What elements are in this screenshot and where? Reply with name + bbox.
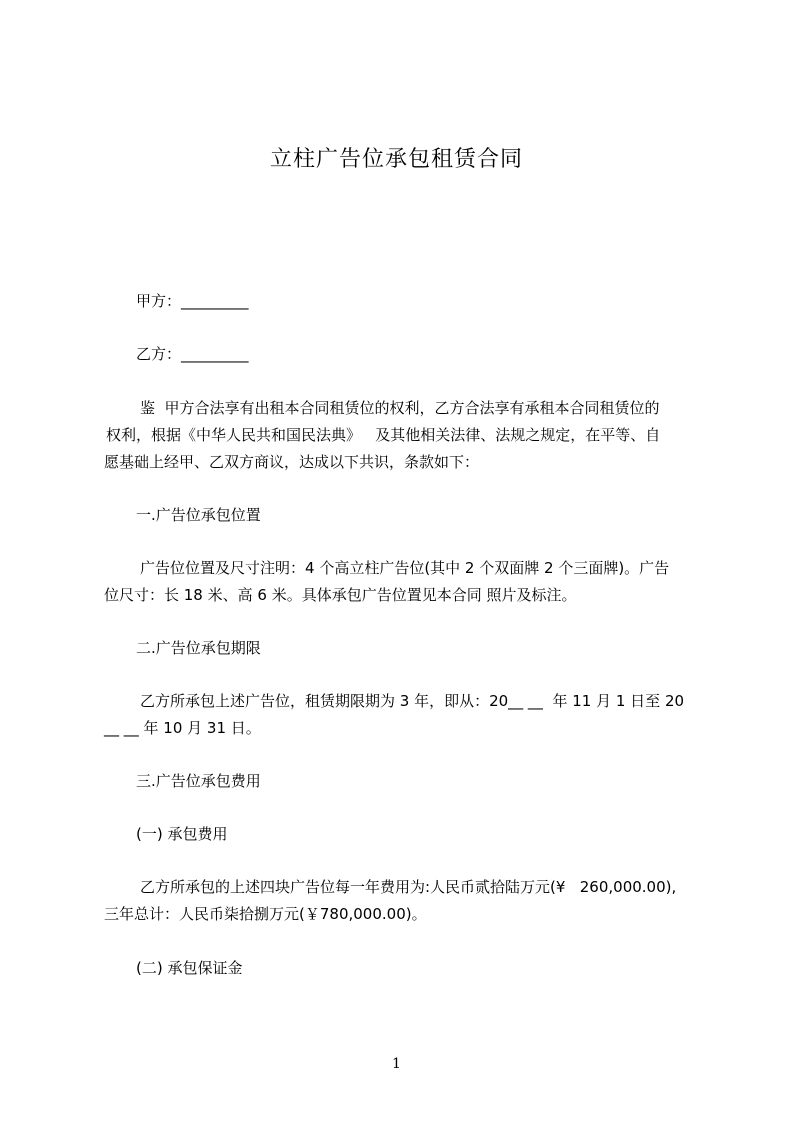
section-2-body-line: 乙方所承包上述广告位，租赁期限期为 3 年，即从：20__ __ 年 11 月 1 日至 20: [140, 692, 685, 710]
section-3-heading: 三.广告位承包费用: [136, 772, 261, 790]
preamble-line: 权利，根据《中华人民共和国民法典》 及其他相关法律、法规之规定，在平等、自: [106, 426, 661, 444]
party-b-line: 乙方：_________: [136, 345, 249, 363]
section-1-body-line: 广告位位置及尺寸注明：4 个高立柱广告位(其中 2 个双面牌 2 个三面牌)。广告: [140, 559, 670, 577]
subsection-1-body-line: 三年总计：人民币柒拾捌万元(￥780,000.00)。: [104, 905, 427, 923]
subsection-1-body-line: 乙方所承包的上述四块广告位每一年费用为:人民币贰拾陆万元(¥ 260,000.00),: [140, 878, 677, 896]
party-a-line: 甲方：_________: [136, 292, 249, 310]
subsection-2-heading: (二) 承包保证金: [136, 959, 243, 977]
section-1-heading: 一.广告位承包位置: [136, 506, 261, 524]
section-2-body-line: __ __ 年 10 月 31 日。: [104, 719, 261, 737]
subsection-1-heading: (一) 承包费用: [136, 825, 228, 843]
preamble-line: 鉴 甲方合法享有出租本合同租赁位的权利，乙方合法享有承租本合同租赁位的: [140, 399, 660, 417]
section-1-body-line: 位尺寸：长 18 米、高 6 米。具体承包广告位置见本合同 照片及标注。: [104, 586, 577, 604]
section-2-heading: 二.广告位承包期限: [136, 639, 261, 657]
page-number: 1: [392, 1056, 401, 1072]
document-title: 立柱广告位承包租赁合同: [269, 147, 523, 172]
preamble-line: 愿基础上经甲、乙双方商议，达成以下共识，条款如下：: [104, 453, 480, 471]
